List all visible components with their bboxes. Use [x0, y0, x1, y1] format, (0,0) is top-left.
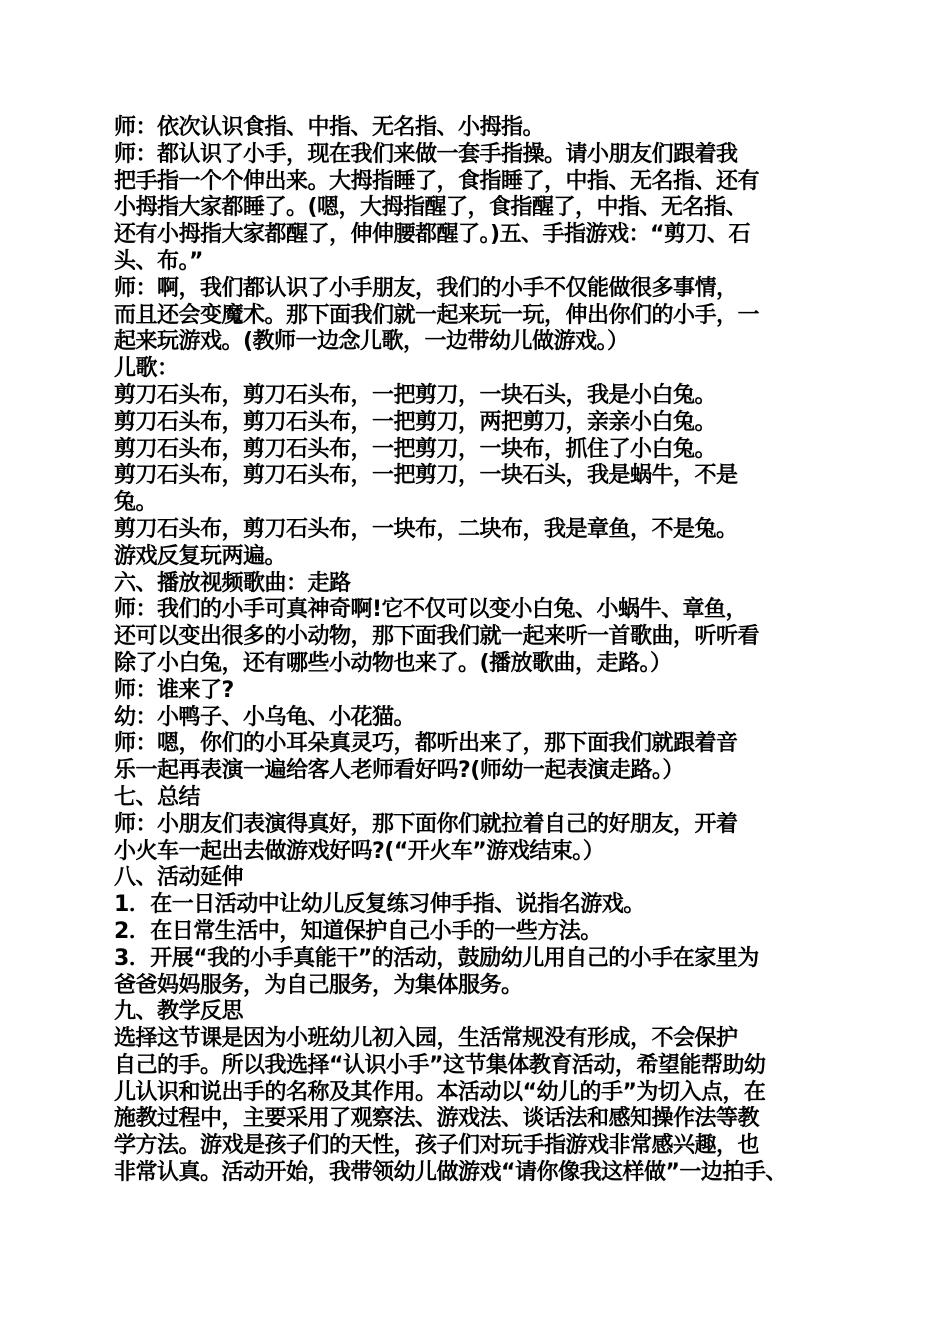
section-heading: 七、总结 [114, 784, 201, 810]
text-line: 师：都认识了小手，现在我们来做一套手指操。请小朋友们跟着我 [114, 141, 738, 167]
text-line: 兔。 [114, 490, 158, 516]
text-line: 选择这节课是因为小班幼儿初入园，生活常规没有形成，不会保护 [114, 1026, 738, 1052]
text-line: 还有小拇指大家都醒了，伸伸腰都醒了。)五、手指游戏：“剪刀、石 [114, 222, 751, 248]
section-heading: 八、活动延伸 [114, 865, 244, 891]
text-line: 施教过程中，主要采用了观察法、游戏法、谈话法和感知操作法等教 [114, 1106, 760, 1132]
list-item: 1．在一日活动中让幼儿反复练习伸手指、说指名游戏。 [114, 892, 645, 918]
text-line: 小火车一起出去做游戏好吗?(“开火车”游戏结束。） [114, 838, 605, 864]
text-line: 非常认真。活动开始，我带领幼儿做游戏“请你像我这样做”一边拍手、 [114, 1160, 787, 1186]
text-line: 学方法。游戏是孩子们的天性，孩子们对玩手指游戏非常感兴趣，也 [114, 1133, 760, 1159]
text-line: 剪刀石头布，剪刀石头布，一块布，二块布，我是章鱼，不是兔。 [114, 516, 738, 542]
text-line: 剪刀石头布，剪刀石头布，一把剪刀，一块石头，我是小白兔。 [114, 382, 717, 408]
text-line: 剪刀石头布，剪刀石头布，一把剪刀，一块石头，我是蜗牛，不是 [114, 463, 738, 489]
text-line: 乐一起再表演一遍给客人老师看好吗?(师幼一起表演走路。） [114, 758, 684, 784]
text-line: 剪刀石头布，剪刀石头布，一把剪刀，两把剪刀，亲亲小白兔。 [114, 409, 717, 435]
text-line: 儿歌： [114, 356, 179, 382]
section-heading: 六、播放视频歌曲：走路 [114, 570, 351, 596]
list-item: 2．在日常生活中，知道保护自己小手的一些方法。 [114, 918, 602, 944]
text-line: 师：依次认识食指、中指、无名指、小拇指。 [114, 115, 545, 140]
text-line: 头、布。” [114, 248, 203, 274]
text-line: 游戏反复玩两遍。 [114, 543, 287, 569]
text-line: 除了小白兔，还有哪些小动物也来了。(播放歌曲，走路。） [114, 650, 672, 676]
text-line: 还可以变出很多的小动物，那下面我们就一起来听一首歌曲，听听看 [114, 624, 760, 650]
list-item: 3．开展“我的小手真能干”的活动，鼓励幼儿用自己的小手在家里为 [114, 945, 759, 971]
text-line: 师：啊，我们都认识了小手朋友，我们的小手不仅能做很多事情， [114, 275, 738, 301]
text-line: 起来玩游戏。(教师一边念儿歌，一边带幼儿做游戏。） [114, 329, 629, 355]
text-line: 而且还会变魔术。那下面我们就一起来玩一玩，伸出你们的小手，一 [114, 302, 760, 328]
text-line: 爸爸妈妈服务，为自己服务，为集体服务。 [114, 972, 523, 998]
text-line: 把手指一个个伸出来。大拇指睡了，食指睡了，中指、无名指、还有 [114, 168, 760, 194]
text-line: 师：小朋友们表演得真好，那下面你们就拉着自己的好朋友，开着 [114, 811, 738, 837]
text-line: 小拇指大家都睡了。(嗯，大拇指醒了，食指醒了，中指、无名指、 [114, 195, 748, 221]
text-line: 剪刀石头布，剪刀石头布，一把剪刀，一块布，抓住了小白兔。 [114, 436, 717, 462]
text-line: 自己的手。所以我选择“认识小手”这节集体教育活动，希望能帮助幼 [114, 1052, 766, 1078]
text-line: 师：谁来了? [114, 677, 234, 703]
section-heading: 九、教学反思 [114, 999, 244, 1025]
text-line: 幼：小鸭子、小乌龟、小花猫。 [114, 704, 416, 730]
text-line: 师：嗯，你们的小耳朵真灵巧，都听出来了，那下面我们就跟着音 [114, 731, 738, 757]
document-body [114, 115, 838, 1187]
text-line: 师：我们的小手可真神奇啊!它不仅可以变小白兔、小蜗牛、章鱼， [114, 597, 748, 623]
text-line: 儿认识和说出手的名称及其作用。本活动以“幼儿的手”为切入点，在 [114, 1079, 766, 1105]
